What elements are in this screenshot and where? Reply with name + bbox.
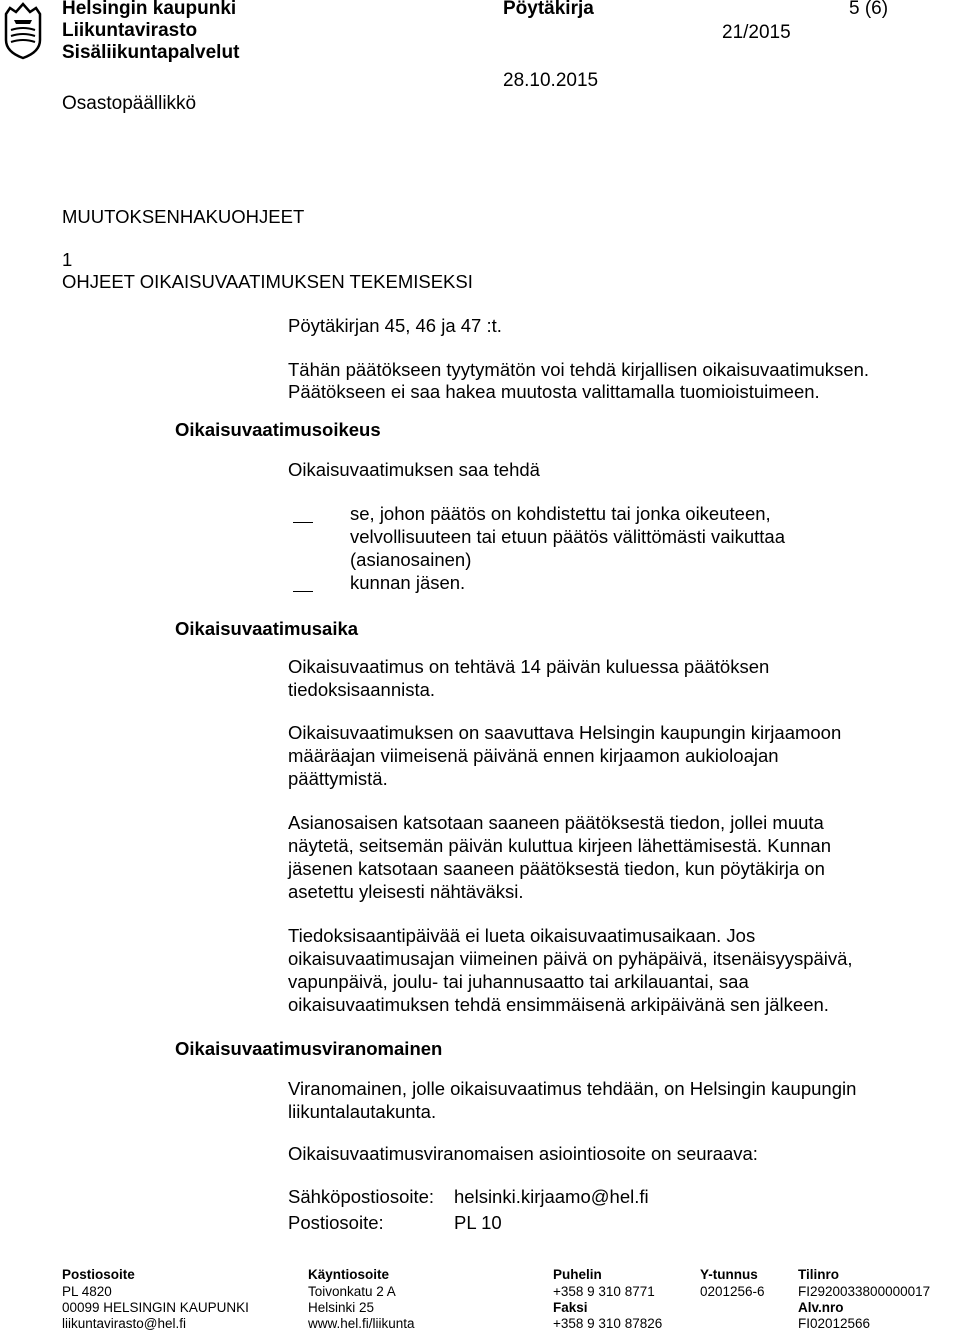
footer-account-title: Tilinro <box>798 1267 840 1282</box>
footer-vat: FI02012566 <box>798 1316 871 1331</box>
footer-visit-street: Toivonkatu 2 A <box>308 1284 396 1299</box>
footer-vat-title: Alv.nro <box>798 1300 844 1315</box>
city-name: Helsingin kaupunki <box>62 0 237 19</box>
time-p4-line-1: Tiedoksisaantipäivää ei lueta oikaisuvaatimusaikaan. Jos <box>288 925 756 946</box>
time-p2-line-2: määräajan viimeisenä päivänä ennen kirjaamon aukioloajan <box>288 745 779 766</box>
bullet-dash-icon <box>293 583 313 601</box>
footer-fax: +358 9 310 87826 <box>553 1316 663 1331</box>
helsinki-crest-logo <box>0 0 46 62</box>
doc-type: Pöytäkirja <box>503 0 594 19</box>
post-value: PL 10 <box>454 1212 502 1233</box>
post-label: Postiosoite: <box>288 1212 384 1233</box>
footer-business-id: 0201256-6 <box>700 1284 765 1299</box>
email-label: Sähköpostiosoite: <box>288 1186 435 1207</box>
doc-number: 21/2015 <box>722 22 791 43</box>
authority-p1-line-2: liikuntalautakunta. <box>288 1101 437 1122</box>
bullet-1-line-2: velvollisuuteen tai etuun päätös välittömästi vaikuttaa <box>350 526 786 547</box>
time-p4-line-2: oikaisuvaatimusajan viimeinen päivä on pyhäpäivä, itsenäisyyspäivä, <box>288 948 853 969</box>
intro-line-2: Päätökseen ei saa hakea muutosta valittamalla tuomioistuimeen. <box>288 381 820 402</box>
bullet-2-line-1: kunnan jäsen. <box>350 572 466 593</box>
footer-phone-title: Puhelin <box>553 1267 602 1282</box>
bullet-1-line-3: (asianosainen) <box>350 549 472 570</box>
time-p4-line-3: vapunpäivä, joulu- tai juhannusaatto tai arkilauantai, saa <box>288 971 749 992</box>
footer-postal-box: PL 4820 <box>62 1284 112 1299</box>
bullet-1-line-1: se, johon päätös on kohdistettu tai jonka oikeuteen, <box>350 503 771 524</box>
footer-postal-code: 00099 HELSINGIN KAUPUNKI <box>62 1300 249 1315</box>
page-number: 5 (6) <box>849 0 889 19</box>
footer-postal-title: Postiosoite <box>62 1267 135 1282</box>
time-p2-line-3: päättymistä. <box>288 768 388 789</box>
footer-website: www.hel.fi/liikunta <box>308 1316 415 1331</box>
appeal-time-heading: Oikaisuvaatimusaika <box>175 618 359 639</box>
time-p3-line-2: näytetä, seitsemän päivän kuluttua kirjeen lähettämisestä. Kunnan <box>288 835 831 856</box>
time-p1-line-1: Oikaisuvaatimus on tehtävä 14 päivän kuluessa päätöksen <box>288 656 770 677</box>
footer-fax-title: Faksi <box>553 1300 588 1315</box>
footer-business-id-title: Y-tunnus <box>700 1267 758 1282</box>
time-p4-line-4: oikaisuvaatimuksen tehdä ensimmäisenä arkipäivänä sen jälkeen. <box>288 994 829 1015</box>
authority-p1-line-1: Viranomainen, jolle oikaisuvaatimus tehdään, on Helsingin kaupungin <box>288 1078 857 1099</box>
item-number: 1 <box>62 249 73 270</box>
right-to-appeal-lead: Oikaisuvaatimuksen saa tehdä <box>288 459 540 480</box>
signer-role: Osastopäällikkö <box>62 93 197 114</box>
unit-name: Sisäliikuntapalvelut <box>62 42 240 63</box>
footer-account: FI2920033800000017 <box>798 1284 931 1299</box>
intro-line-1: Tähän päätökseen tyytymätön voi tehdä kirjallisen oikaisuvaatimuksen. <box>288 359 870 380</box>
section-title: MUUTOKSENHAKUOHJEET <box>62 206 305 227</box>
footer-email: liikuntavirasto@hel.fi <box>62 1316 187 1331</box>
time-p3-line-1: Asianosaisen katsotaan saaneen päätöksestä tiedon, jollei muuta <box>288 812 824 833</box>
authority-p2: Oikaisuvaatimusviranomaisen asiointiosoite on seuraava: <box>288 1143 758 1164</box>
time-p1-line-2: tiedoksisaannista. <box>288 679 436 700</box>
department-name: Liikuntavirasto <box>62 20 198 41</box>
minutes-reference: Pöytäkirjan 45, 46 ja 47 :t. <box>288 315 502 336</box>
time-p2-line-1: Oikaisuvaatimuksen on saavuttava Helsingin kaupungin kirjaamoon <box>288 722 842 743</box>
footer-visit-title: Käyntiosoite <box>308 1267 390 1282</box>
bullet-dash-icon <box>293 514 313 532</box>
footer-phone: +358 9 310 8771 <box>553 1284 655 1299</box>
time-p3-line-4: asetettu yleisesti nähtäväksi. <box>288 881 524 902</box>
doc-date: 28.10.2015 <box>503 70 599 91</box>
time-p3-line-3: jäsenen katsotaan saaneen päätöksestä tiedon, kun pöytäkirja on <box>288 858 825 879</box>
email-value: helsinki.kirjaamo@hel.fi <box>454 1186 649 1207</box>
item-title: OHJEET OIKAISUVAATIMUKSEN TEKEMISEKSI <box>62 271 473 292</box>
right-to-appeal-heading: Oikaisuvaatimusoikeus <box>175 419 381 440</box>
footer-visit-city: Helsinki 25 <box>308 1300 375 1315</box>
appeal-authority-heading: Oikaisuvaatimusviranomainen <box>175 1038 443 1059</box>
